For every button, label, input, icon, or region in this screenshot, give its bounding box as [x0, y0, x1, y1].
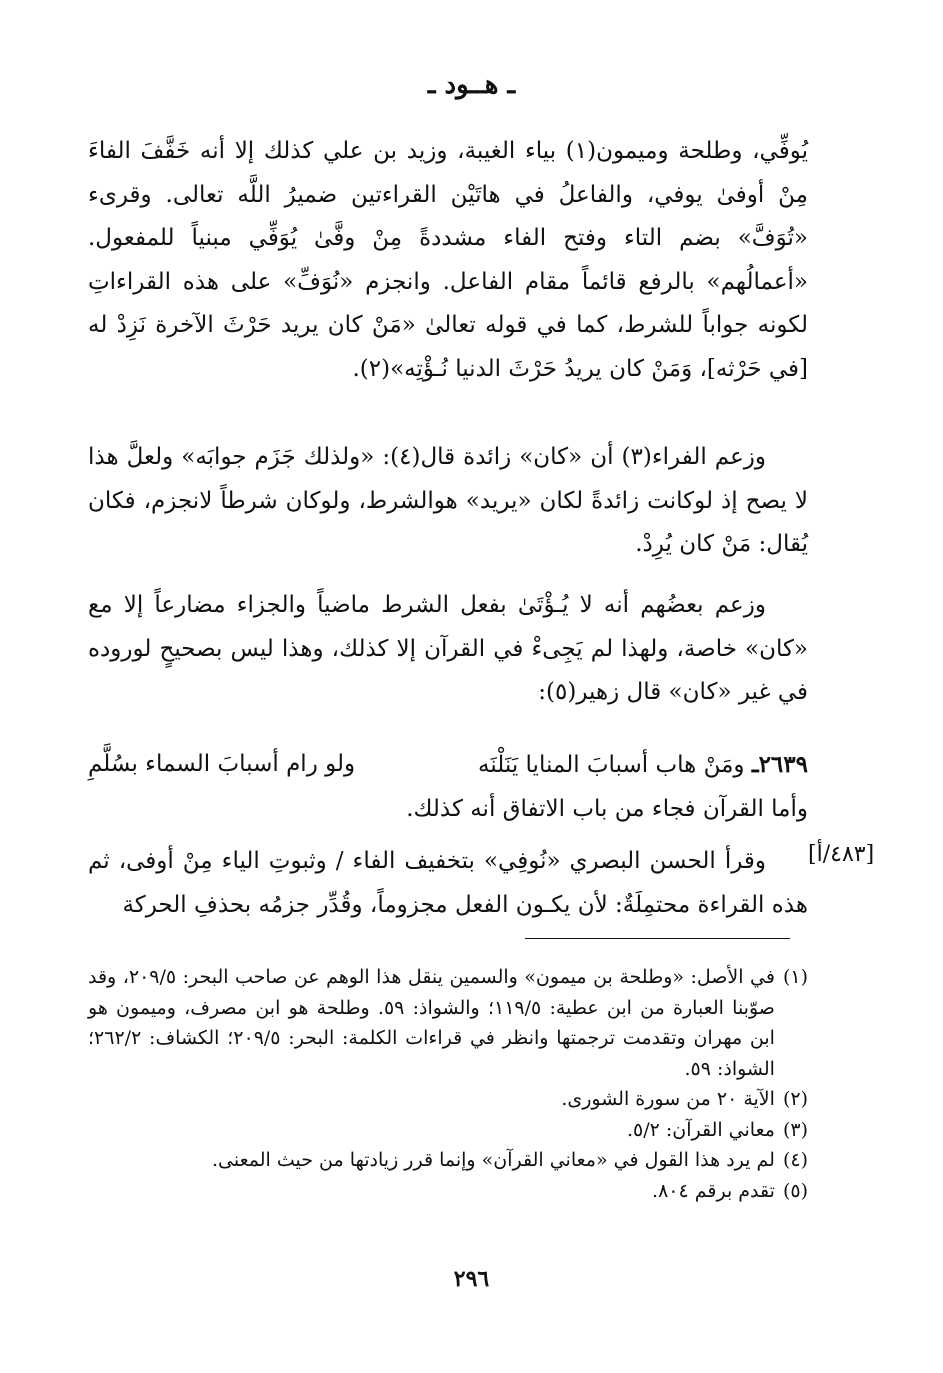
- footnote-text: الآية ٢٠ من سورة الشورى.: [561, 1088, 775, 1110]
- footnotes: [88, 962, 808, 1206]
- footnote-number: (٣): [782, 1118, 808, 1141]
- verse-first-half: [478, 743, 808, 788]
- footnote-3: [88, 1115, 808, 1146]
- paragraph-text: يُوفِّي، وطلحة وميمون(١) بياء الغيبة، وزيد بن علي كذلك إلا أنه خَفَّفَ الفاءَ مِنْ أوفىٰ يوفي، والفاعلُ في هاتَيْن القراءتين ضميرُ اللَّه تعالى. وقرىء «تُوَفَّ» بضم التاء وفتح الفاء مشددةً مِنْ وفَّىٰ يُوَفِّي مبنياً للمفعول. «أعمالُهم» بالرفع قائماً مقام الفاعل. وانجزم «نُوَفِّ» على هذه القراءاتِ لكونه جواباً للشرط، كما في قوله تعالىٰ «مَنْ كان يريد حَرْثَ الآخرة نَزِدْ له [في حَرْثه]، وَمَنْ كان يريدُ حَرْثَ الدنيا نُـؤْتِه»(٢).: [88, 138, 808, 382]
- footnote-text: لم يرد هذا القول في «معاني القرآن» وإنما قرر زيادتها من حيث المعنى.: [211, 1149, 775, 1171]
- paragraph-text: وقرأ الحسن البصري «نُوفِي» بتخفيف الفاء / وثبوتِ الياء مِنْ أوفى، ثم هذه القراءة محتمِلَةٌ: لأن يكـون الفعل مجزوماً، وقُدِّر جزمُه بحذفِ الحركة: [88, 848, 808, 918]
- paragraph-3: [88, 584, 808, 715]
- verse-line: [88, 743, 808, 788]
- paragraph-text: وزعم الفراء(٣) أن «كان» زائدة قال(٤): «ولذلك جَزَم جوابَه» ولعلَّ هذا لا يصح إذ لوكانت زائدةً لكان «يريد» هوالشرط، ولوكان شرطاً لانجزم، فكان يُقال: مَنْ كان يُرِدْ.: [88, 444, 808, 557]
- footnote-text: معاني القرآن: ٥/٢.: [626, 1118, 775, 1141]
- page-number: ٢٩٦: [453, 1266, 490, 1292]
- paragraph-1: [88, 130, 808, 391]
- verse-hemistich-1: ومَنْ هاب أسبابَ المنايا يَنَلْنَه: [478, 752, 745, 778]
- paragraph-text: وزعم بعضُهم أنه لا يُـؤْتَىٰ بفعل الشرط ماضياً والجزاء مضارعاً إلا مع «كان» خاصة، ولهذا لم يَجِىءْ في القرآن إلا كذلك، وهذا ليس بصحيحٍ لوروده في غير «كان» قال زهير(٥):: [88, 592, 808, 705]
- poetry-verse: [88, 743, 808, 831]
- footnote-divider: [525, 938, 790, 939]
- footnote-2: [88, 1084, 808, 1115]
- footnote-text: في الأصل: «وطلحة بن ميمون» والسمين ينقل هذا الوهم عن صاحب البحر: ٢٠٩/٥، وقد صوّبنا العبارة من ابن عطية: ١١٩/٥؛ والشواذ: ٥٩. وطلحة هو ابن مصرف، وميمون هو ابن مهران وتقدمت ترجمتها وانظر في قراءات الكلمة: البحر: ٢٠٩/٥؛ الكشاف: ٢٦٢/٢؛ الشواذ: ٥٩.: [88, 966, 775, 1080]
- footnote-1: [88, 962, 808, 1084]
- footnote-4: [88, 1145, 808, 1176]
- running-header: ـ هــود ـ: [427, 70, 516, 100]
- verse-number: ٢٦٣٩ـ: [751, 751, 808, 778]
- paragraph-4: [88, 840, 808, 927]
- footnote-number: (٥): [782, 1179, 808, 1202]
- verse-hemistich-2: ولو رام أسبابَ السماء بسُلَّمِ: [88, 751, 356, 777]
- manuscript-folio-ref: [٤٨٣/أ]: [808, 842, 875, 867]
- footnote-text: تقدم برقم ٨٠٤.: [652, 1179, 775, 1202]
- verse-commentary: وأما القرآن فجاء من باب الاتفاق أنه كذلك.: [406, 795, 808, 822]
- footnote-number: (٤): [782, 1149, 808, 1171]
- footnote-number: (٢): [782, 1088, 808, 1110]
- paragraph-2: [88, 436, 808, 567]
- footnote-5: [88, 1176, 808, 1207]
- footnote-number: (١): [782, 966, 808, 988]
